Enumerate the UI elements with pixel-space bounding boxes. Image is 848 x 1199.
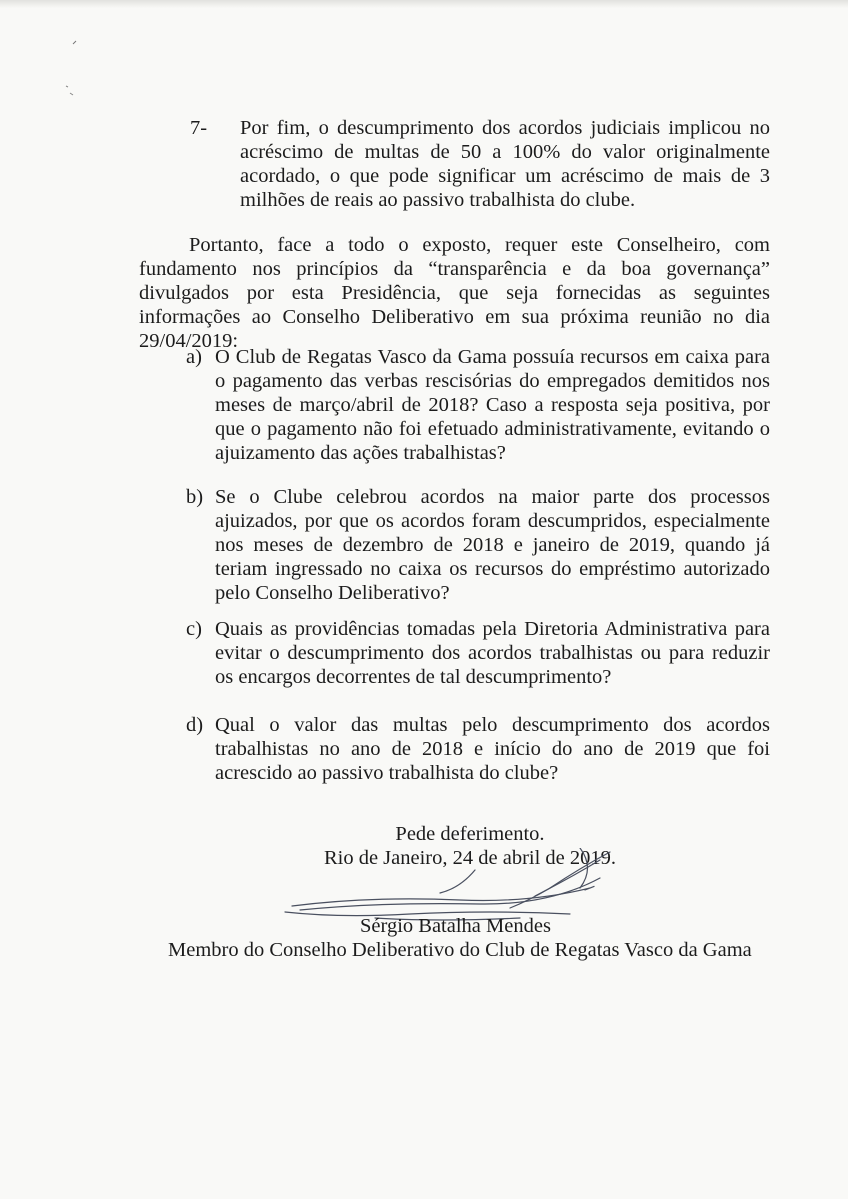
- signatory-role: Membro do Conselho Deliberativo do Club de Regatas Vasco da Gama: [168, 939, 752, 961]
- question-letter: a): [186, 346, 202, 368]
- question-letter: b): [186, 486, 204, 508]
- question-text: Se o Clube celebrou acordos na maior parte dos processos ajuizados, por que os acordos foram descumpridos, especialmente nos meses de dezembro de 2018 e janeiro de 2019, quando já teriam ingressado no caixa os recursos do empréstimo autorizado pelo Conselho Deliberativo?: [215, 486, 770, 604]
- item-7-text: Por fim, o descumprimento dos acordos judiciais implicou no acréscimo de multas de 50 a 100% do valor originalmente acordado, o que pode significar um acréscimo de mais de 3 milhões de reais ao passivo trabalhista do clube.: [240, 117, 770, 211]
- scan-edge-shadow: [0, 0, 848, 8]
- item-7-number: 7-: [190, 117, 208, 139]
- request-paragraph: Portanto, face a todo o exposto, requer este Conselheiro, com fundamento nos princípios da “transparência e da boa governança” divulgados por esta Presidência, que seja fornecidas as seguintes informações ao Conselho Deliberativo em sua próxima reunião no dia 29/04/2019:: [139, 234, 770, 352]
- question-text: Qual o valor das multas pelo descumprimento dos acordos trabalhistas no ano de 2018 e início do ano de 2019 que foi acrescido ao passivo trabalhista do clube?: [215, 714, 770, 784]
- question-letter: c): [186, 618, 202, 640]
- question-text: O Club de Regatas Vasco da Gama possuía recursos em caixa para o pagamento das verbas rescisórias do empregados demitidos nos meses de março/abril de 2018? Caso a resposta seja positiva, por que o pagamento não foi efetuado administrativamente, evitando o ajuizamento das ações trabalhistas?: [215, 346, 770, 464]
- closing-request: Pede deferimento.: [395, 823, 545, 845]
- closing-place-date: Rio de Janeiro, 24 de abril de 2019.: [323, 847, 617, 869]
- question-letter: d): [186, 714, 204, 736]
- question-text: Quais as providências tomadas pela Diretoria Administrativa para evitar o descumprimento dos acordos trabalhistas ou para reduzir os encargos decorrentes de tal descumprimento?: [215, 618, 770, 688]
- signatory-name: Sérgio Batalha Mendes: [360, 915, 551, 937]
- scan-specks: [0, 0, 120, 120]
